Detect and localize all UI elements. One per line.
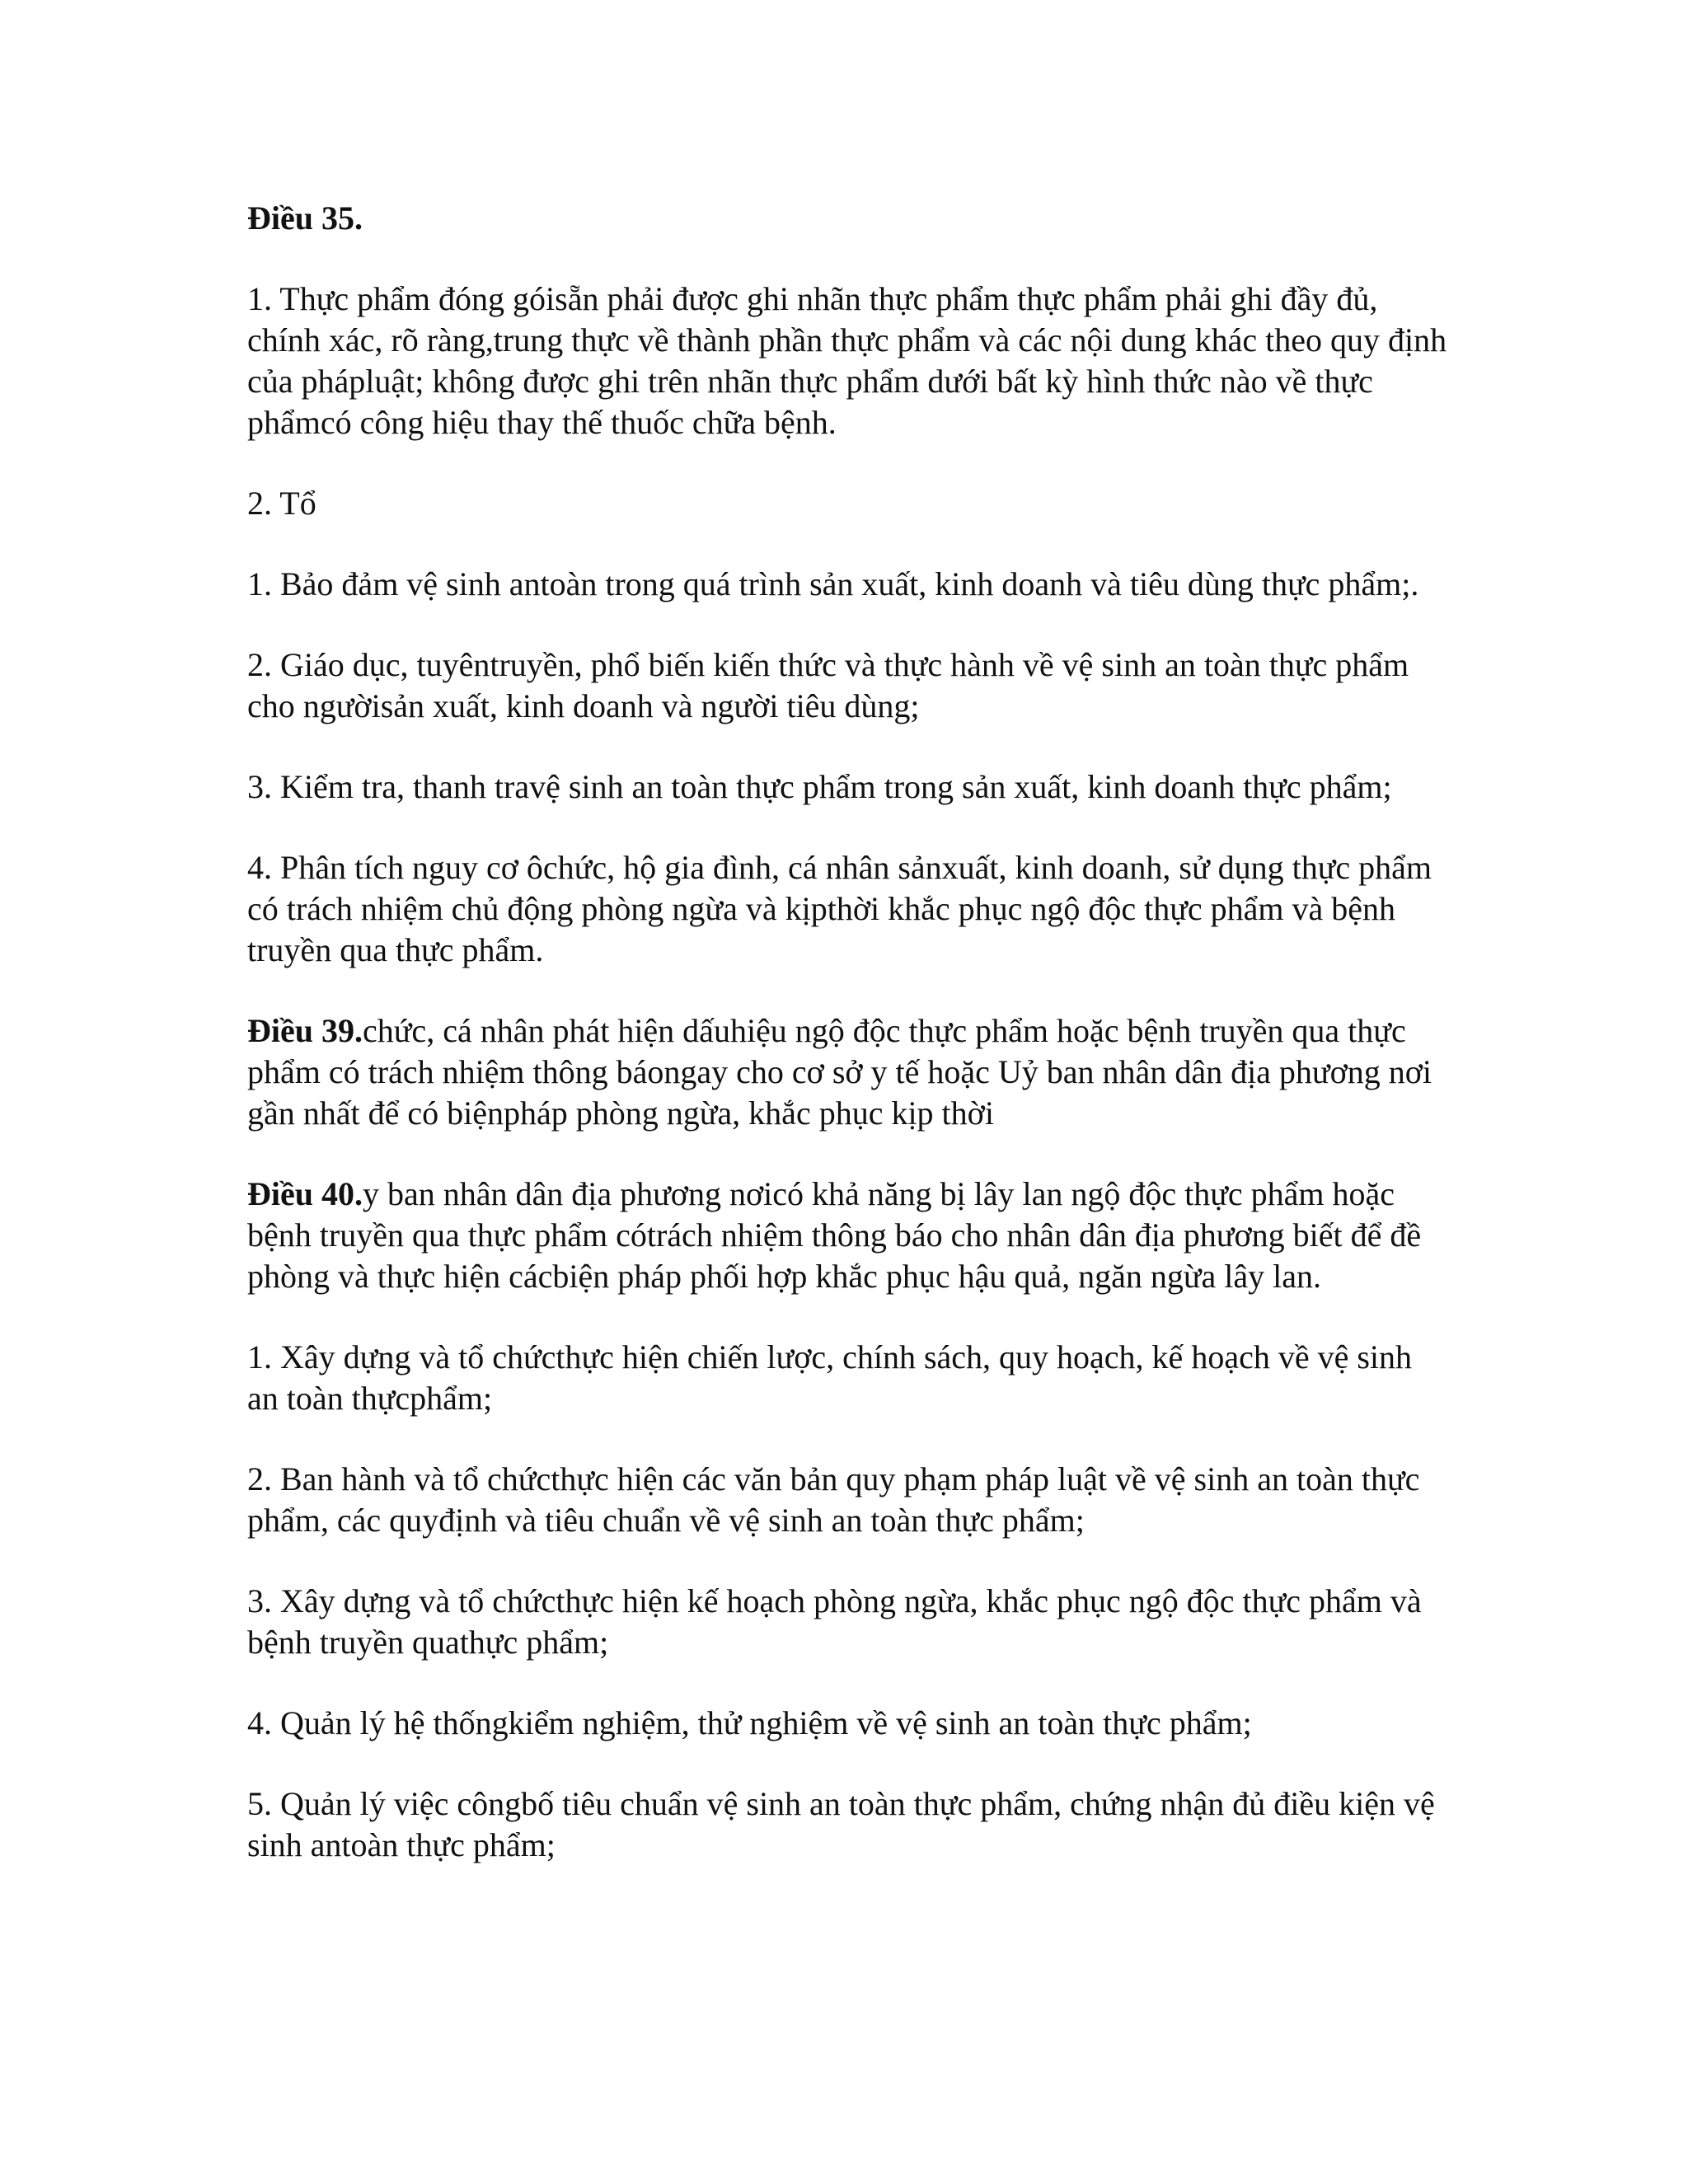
paragraph-35-2: 2. Tổ [247,485,316,522]
article-39-text: chức, cá nhân phát hiện dấuhiệu ngộ độc thực phẩm hoặc bệnh truyền qua thực phẩm có trách nhiệm thông báongay cho cơ sở y tế hoặc Uỷ ban nhân dân địa phương nơi gần nhất để có biệnpháp phòng ngừa, khắc phục kịp thời [247,1012,1432,1132]
article-40-label: Điều 40. [247,1175,363,1212]
paragraph-35-1: 1. Thực phẩm đóng góisẵn phải được ghi nhãn thực phẩm thực phẩm phải ghi đầy đủ, chính xác, rõ ràng,trung thực về thành phần thực phẩm và các nội dung khác theo quy định của phápluật; không được ghi trên nhãn thực phẩm dưới bất kỳ hình thức nào về thực phẩmcó công hiệu thay thế thuốc chữa bệnh. [247,280,1447,441]
tail-item-3: 3. Xây dựng và tổ chứcthực hiện kế hoạch phòng ngừa, khắc phục ngộ độc thực phẩm và bệnh truyền quathực phẩm; [247,1582,1422,1661]
tail-item-2: 2. Ban hành và tổ chứcthực hiện các văn bản quy phạm pháp luật về vệ sinh an toàn thực phẩm, các quyđịnh và tiêu chuẩn về vệ sinh an toàn thực phẩm; [247,1460,1420,1539]
article-35-heading: Điều 35. [247,199,363,237]
tail-item-5: 5. Quản lý việc côngbố tiêu chuẩn vệ sinh an toàn thực phẩm, chứng nhận đủ điều kiện vệ sinh antoàn thực phẩm; [247,1785,1435,1863]
list-item-2: 2. Giáo dục, tuyêntruyền, phổ biến kiến thức và thực hành về vệ sinh an toàn thực phẩm cho ngườisản xuất, kinh doanh và người tiêu dùng; [247,646,1409,724]
article-39 [247,1010,1451,1134]
tail-item-1: 1. Xây dựng và tổ chứcthực hiện chiến lược, chính sách, quy hoạch, kế hoạch về vệ sinh an toàn thựcphẩm; [247,1338,1413,1417]
document-page [247,198,1451,1905]
list-item-4: 4. Phân tích nguy cơ ôchức, hộ gia đình, cá nhân sảnxuất, kinh doanh, sử dụng thực phẩm có trách nhiệm chủ động phòng ngừa và kịpthời khắc phục ngộ độc thực phẩm và bệnh truyền qua thực phẩm. [247,849,1432,968]
article-39-label: Điều 39. [247,1012,363,1049]
tail-item-4: 4. Quản lý hệ thốngkiểm nghiệm, thử nghiệm về vệ sinh an toàn thực phẩm; [247,1704,1252,1741]
article-40 [247,1174,1451,1297]
article-40-text: y ban nhân dân địa phương nơicó khả năng bị lây lan ngộ độc thực phẩm hoặc bệnh truyền qua thực phẩm cótrách nhiệm thông báo cho nhân dân địa phương biết để đề phòng và thực hiện cácbiện pháp phối hợp khắc phục hậu quả, ngăn ngừa lây lan. [247,1175,1422,1295]
list-item-3: 3. Kiểm tra, thanh travệ sinh an toàn thực phẩm trong sản xuất, kinh doanh thực phẩm; [247,768,1392,805]
list-item-1: 1. Bảo đảm vệ sinh antoàn trong quá trình sản xuất, kinh doanh và tiêu dùng thực phẩm;. [247,565,1419,602]
